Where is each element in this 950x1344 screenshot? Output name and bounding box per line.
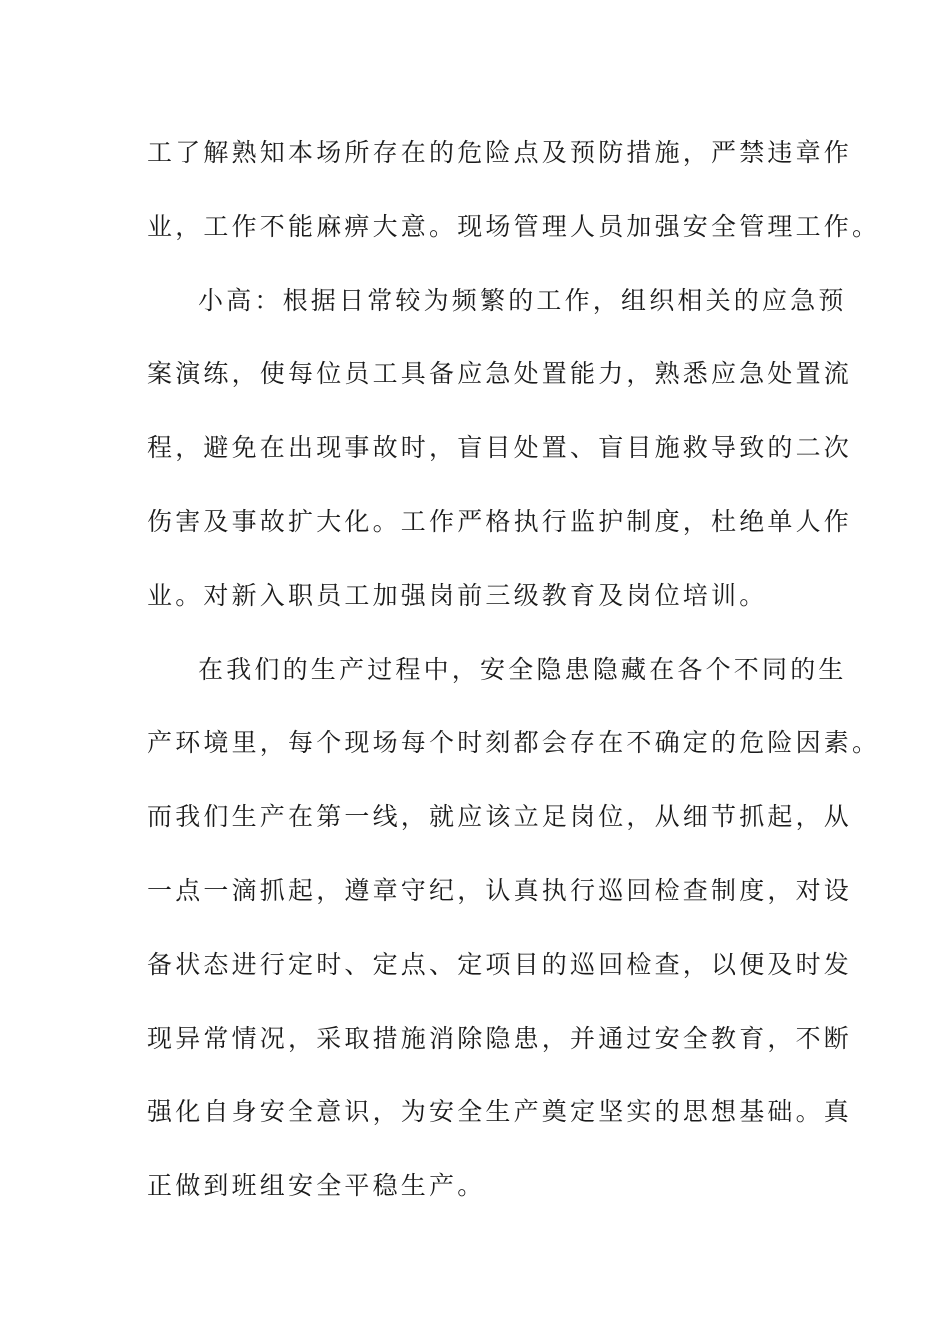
paragraph-start-line: 小高：根据日常较为频繁的工作，组织相关的应急预 [198,285,847,315]
body-text [147,116,881,1223]
text-line: 程，避免在出现事故时，盲目处置、盲目施救导致的二次 [147,433,853,463]
text-line: 一点一滴抓起，遵章守纪，认真执行巡回检查制度，对设 [147,875,853,905]
text-line: 强化自身安全意识，为安全生产奠定坚实的思想基础。真 [147,1097,853,1127]
paragraph-start-line: 在我们的生产过程中，安全隐患隐藏在各个不同的生 [198,654,847,684]
text-line: 工了解熟知本场所存在的危险点及预防措施，严禁违章作 [147,138,853,167]
text-line: 产环境里，每个现场每个时刻都会存在不确定的危险因素。 [147,728,881,758]
text-line: 案演练，使每位员工具备应急处置能力，熟悉应急处置流 [147,359,853,389]
text-line: 业，工作不能麻痹大意。现场管理人员加强安全管理工作。 [147,211,881,241]
text-line: 而我们生产在第一线，就应该立足岗位，从细节抓起，从 [147,802,853,832]
text-line: 正做到班组安全平稳生产。 [147,1171,486,1201]
text-line: 现异常情况，采取措施消除隐患，并通过安全教育，不断 [147,1023,853,1053]
text-line: 业。对新入职员工加强岗前三级教育及岗位培训。 [147,580,768,610]
text-line: 备状态进行定时、定点、定项目的巡回检查，以便及时发 [147,949,853,979]
text-line: 伤害及事故扩大化。工作严格执行监护制度，杜绝单人作 [147,506,853,536]
